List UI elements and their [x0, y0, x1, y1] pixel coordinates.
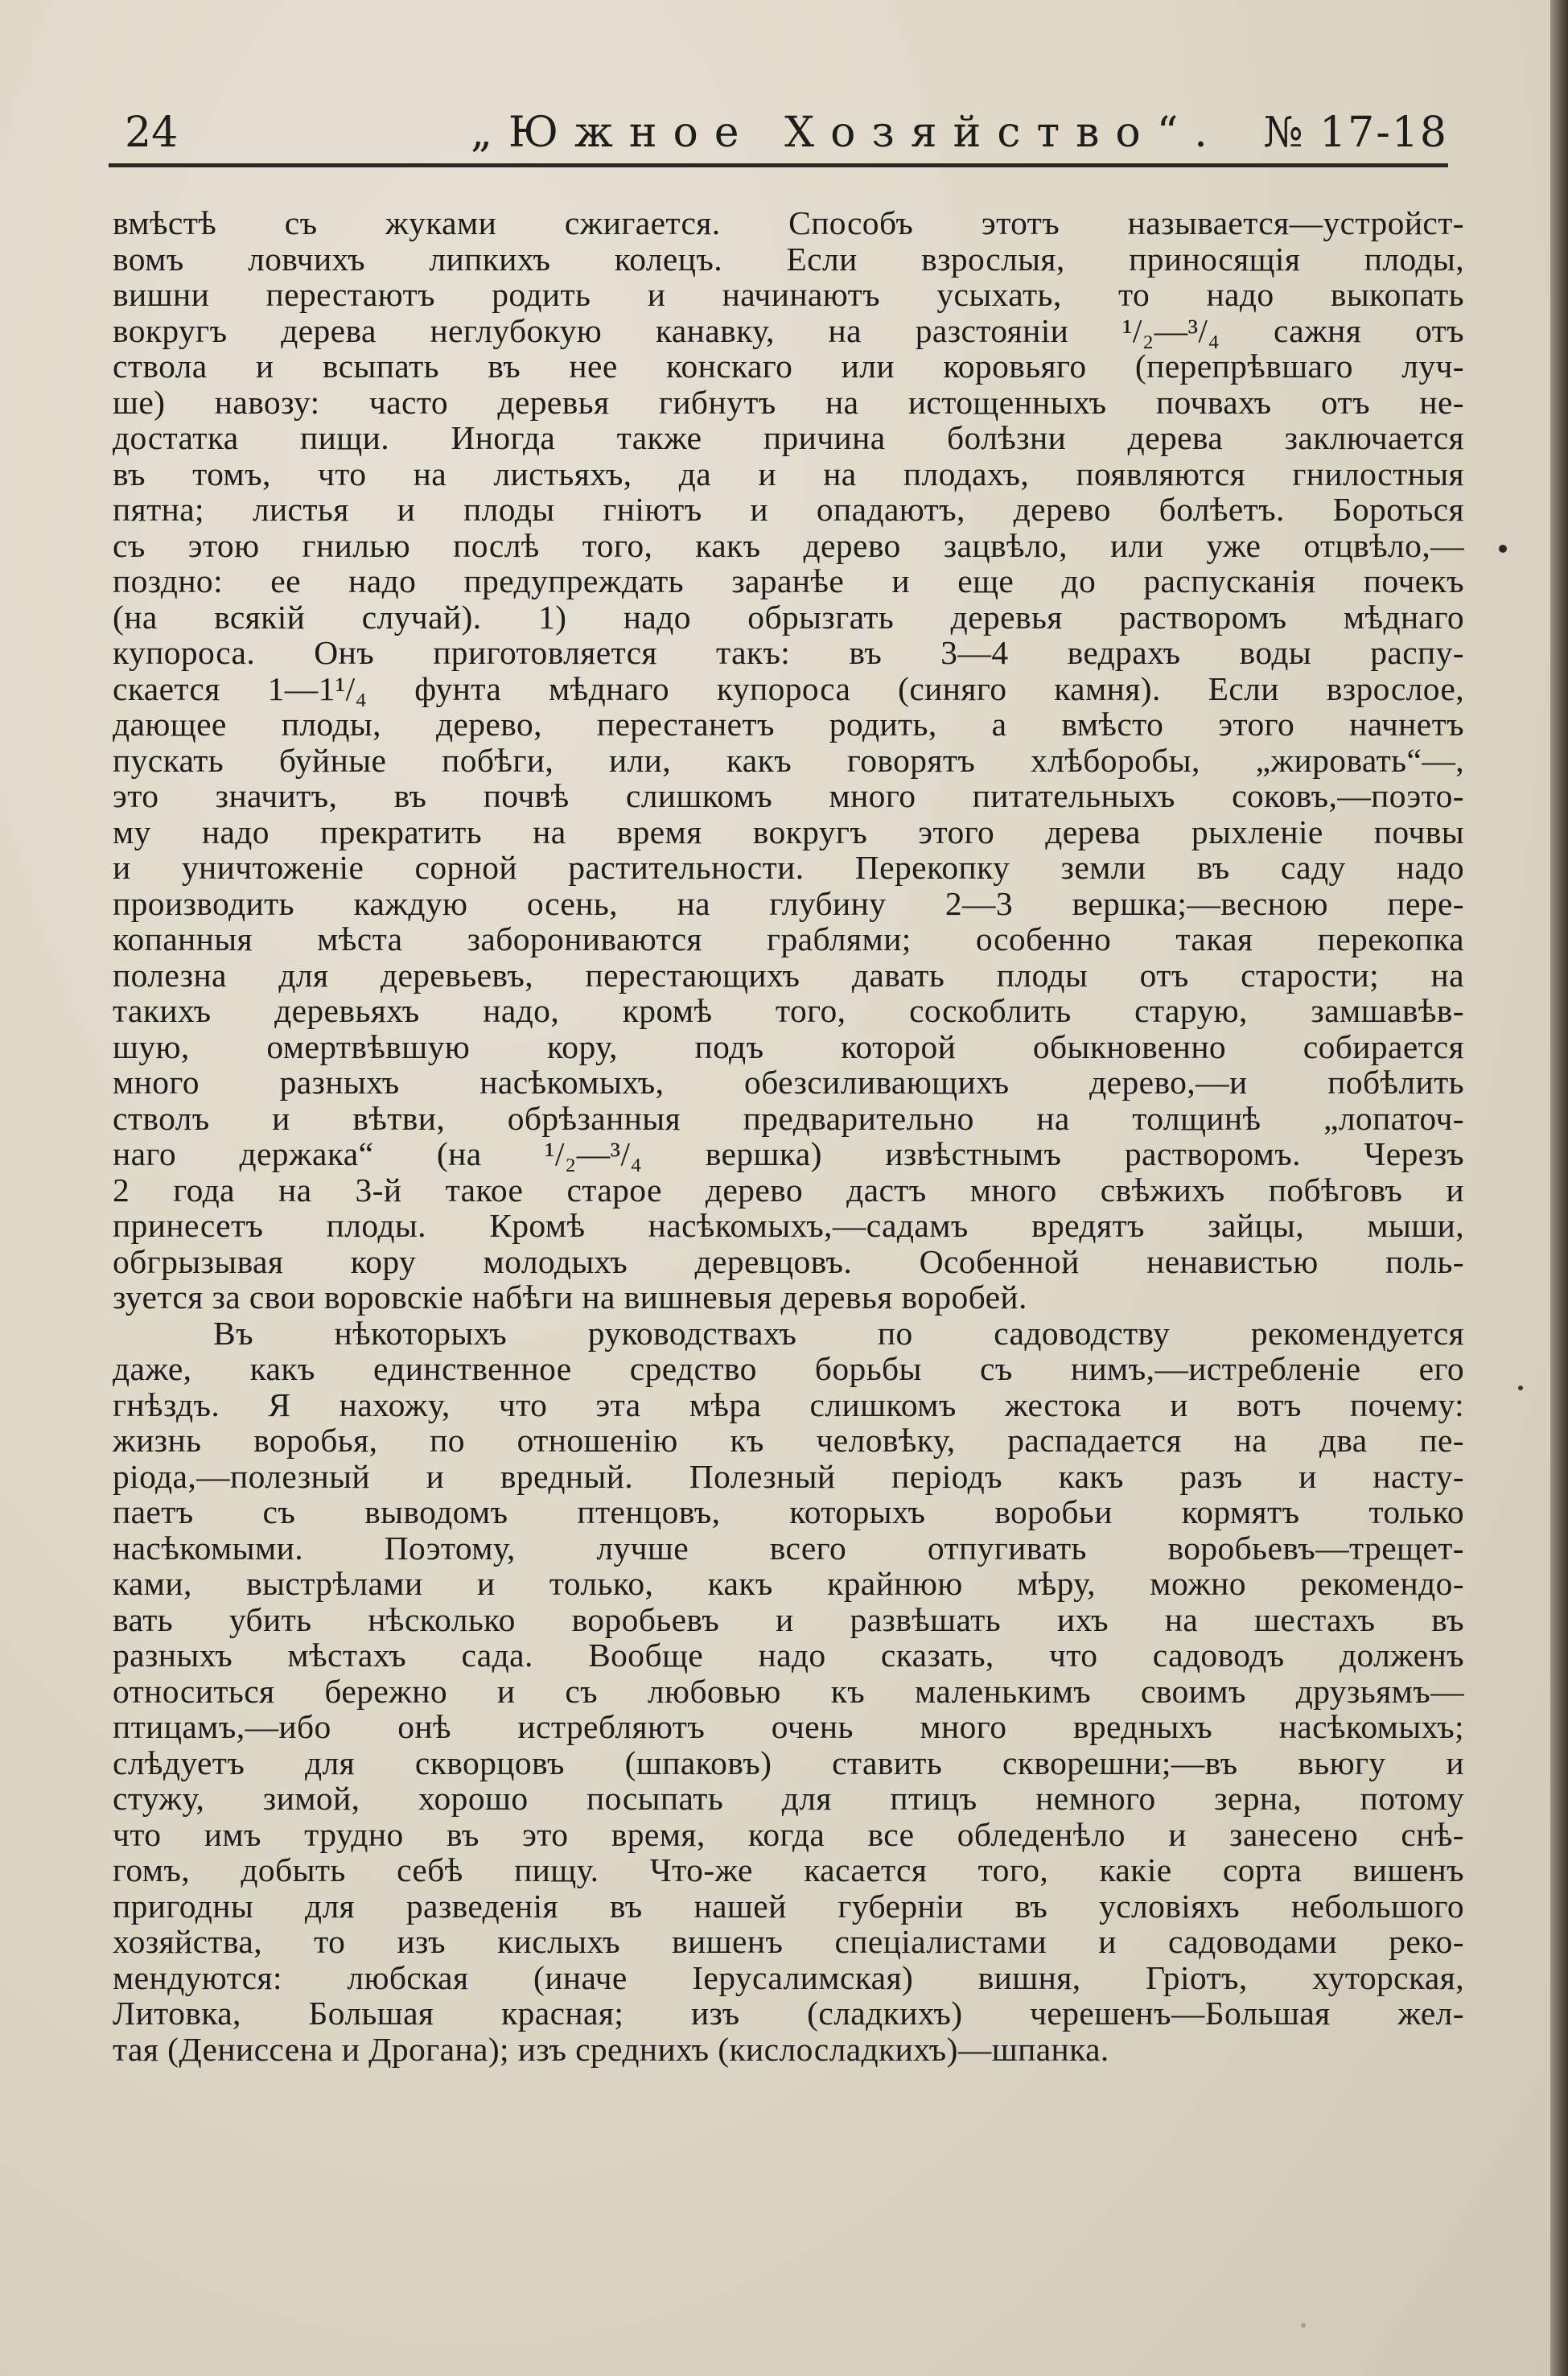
- text-line: шую, омертвѣвшую кору, подъ которой обыкновенно собирается: [113, 1027, 1464, 1065]
- text-line: ками, выстрѣлами и только, какъ крайнюю мѣру, можно рекомендо-: [113, 1565, 1464, 1602]
- text-line: дающее плоды, дерево, перестанетъ родить, а вмѣсто этого начнетъ: [113, 706, 1464, 743]
- text-line: и уничтоженіе сорной растительности. Перекопку земли въ саду надо: [113, 849, 1464, 886]
- text-line: пускать буйные побѣги, или, какъ говорятъ хлѣборобы, „жировать“—,: [113, 741, 1464, 779]
- text-line: (на всякій случай). 1) надо обрызгать деревья растворомъ мѣднаго: [113, 598, 1464, 636]
- text-line: насѣкомыми. Поэтому, лучше всего отпугивать воробьевъ—трещет-: [113, 1529, 1464, 1567]
- running-title: „Южное Хозяйство“.: [471, 109, 1224, 157]
- text-line: такихъ деревьяхъ надо, кромѣ того, соскоблить старую, замшавѣв-: [113, 992, 1464, 1029]
- text-line: хозяйства, то изъ кислыхъ вишенъ спеціалистами и садоводами реко-: [113, 1923, 1464, 1960]
- text-line: ше) навозу: часто деревья гибнутъ на истощенныхъ почвахъ отъ не-: [113, 383, 1464, 421]
- text-line: тая (Дениссена и Дрогана); изъ среднихъ (кислосладкихъ)—шпанка.: [113, 2030, 1109, 2068]
- text-line: гнѣздъ. Я нахожу, что эта мѣра слишкомъ жестока и вотъ почему:: [113, 1386, 1464, 1423]
- text-line: обгрызывая кору молодыхъ деревцовъ. Особенной ненавистью поль-: [113, 1242, 1464, 1280]
- text-line: наго держака“ (на ¹/₂—³/₄ вершка) извѣстнымъ растворомъ. Черезъ: [113, 1135, 1464, 1172]
- text-line: вишни перестаютъ родить и начинаютъ усыхать, то надо выкопать: [113, 276, 1464, 313]
- page-number: 24: [125, 109, 179, 157]
- text-line: даже, какъ единственное средство борьбы съ нимъ,—истребленіе его: [113, 1350, 1464, 1387]
- text-line: стволъ и вѣтви, обрѣзанныя предварительно на толщинѣ „лопаточ-: [113, 1099, 1464, 1137]
- text-line: вмѣстѣ съ жуками сжигается. Способъ этотъ называется—устройст-: [113, 204, 1464, 241]
- text-line: жизнь воробья, по отношенію къ человѣку, распадается на два пе-: [113, 1422, 1464, 1459]
- text-line: разныхъ мѣстахъ сада. Вообще надо сказать, что садоводъ долженъ: [113, 1637, 1464, 1674]
- text-line: гомъ, добыть себѣ пищу. Что-же касается того, какіе сорта вишенъ: [113, 1851, 1464, 1888]
- text-line: что имъ трудно въ это время, когда все обледенѣло и занесено снѣ-: [113, 1815, 1464, 1853]
- text-line: съ этою гнилью послѣ того, какъ дерево зацвѣло, или уже отцвѣло,—: [113, 526, 1464, 564]
- text-line: вокругъ дерева неглубокую канавку, на разстояніи ¹/₂—³/₄ сажня отъ: [113, 311, 1464, 349]
- text-line: много разныхъ насѣкомыхъ, обезсиливающихъ дерево,—и побѣлить: [113, 1064, 1464, 1101]
- text-line: му надо прекратить на время вокругъ этого дерева рыхленіе почвы: [113, 813, 1464, 850]
- text-line: въ томъ, что на листьяхъ, да и на плодахъ, появляются гнилостныя: [113, 455, 1464, 492]
- text-line: пятна; листья и плоды гніютъ и опадаютъ, дерево болѣетъ. Бороться: [113, 491, 1464, 528]
- article-body: [113, 205, 1464, 2067]
- header-rule: [109, 163, 1448, 167]
- text-line: копанныя мѣста заборониваются граблями; особенно такая перекопка: [113, 920, 1464, 957]
- text-line: пригодны для разведенія въ нашей губерніи въ условіяхъ небольшого: [113, 1887, 1464, 1925]
- text-line: слѣдуетъ для скворцовъ (шпаковъ) ставить скворешни;—въ вьюгу и: [113, 1744, 1464, 1781]
- text-line: полезна для деревьевъ, перестающихъ давать плоды отъ старости; на: [113, 956, 1464, 994]
- text-line: принесетъ плоды. Кромѣ насѣкомыхъ,—садамъ вредятъ зайцы, мыши,: [113, 1207, 1464, 1244]
- text-line: поздно: ее надо предупреждать заранѣе и еще до распусканія почекъ: [113, 562, 1464, 599]
- text-line: Въ нѣкоторыхъ руководствахъ по садоводству рекомендуется: [213, 1314, 1464, 1352]
- text-line: производить каждую осень, на глубину 2—3 вершка;—весною пере-: [113, 884, 1464, 922]
- text-line: достатка пищи. Иногда также причина болѣзни дерева заключается: [113, 419, 1464, 456]
- text-line: зуется за свои воровскіе набѣги на вишневыя деревья воробей.: [113, 1279, 1027, 1316]
- text-line: 2 года на 3-й такое старое дерево дастъ много свѣжихъ побѣговъ и: [113, 1171, 1464, 1209]
- issue-number: № 17-18: [1263, 109, 1448, 157]
- text-line: ствола и всыпать въ нее конскаго или коровьяго (перепрѣвшаго луч-: [113, 348, 1464, 385]
- text-line: купороса. Онъ приготовляется такъ: въ 3—4 ведрахъ воды распу-: [113, 634, 1464, 671]
- text-line: относиться бережно и съ любовью къ маленькимъ своимъ друзьямъ—: [113, 1672, 1464, 1710]
- text-line: стужу, зимой, хорошо посыпать для птицъ немного зерна, потому: [113, 1780, 1464, 1817]
- text-line: вомъ ловчихъ липкихъ колецъ. Если взрослыя, приносящія плоды,: [113, 240, 1464, 278]
- text-line: это значитъ, въ почвѣ слишкомъ много питательныхъ соковъ,—поэто-: [113, 777, 1464, 814]
- text-line: Литовка, Большая красная; изъ (сладкихъ) черешенъ—Большая жел-: [113, 1995, 1464, 2032]
- text-line: птицамъ,—ибо онѣ истребляютъ очень много вредныхъ насѣкомыхъ;: [113, 1708, 1464, 1745]
- page-edge: [1550, 0, 1568, 2376]
- text-line: вать убить нѣсколько воробьевъ и развѣшать ихъ на шестахъ въ: [113, 1600, 1464, 1638]
- text-line: мендуются: любская (иначе Іерусалимская) вишня, Гріотъ, хуторская,: [113, 1958, 1464, 1996]
- page-header: [109, 109, 1448, 165]
- text-line: ріода,—полезный и вредный. Полезный періодъ какъ разъ и насту-: [113, 1457, 1464, 1495]
- text-line: скается 1—1¹/₄ фунта мѣднаго купороса (синяго камня). Если взрослое,: [113, 669, 1464, 707]
- text-line: паетъ съ выводомъ птенцовъ, которыхъ воробьи кормятъ только: [113, 1493, 1464, 1530]
